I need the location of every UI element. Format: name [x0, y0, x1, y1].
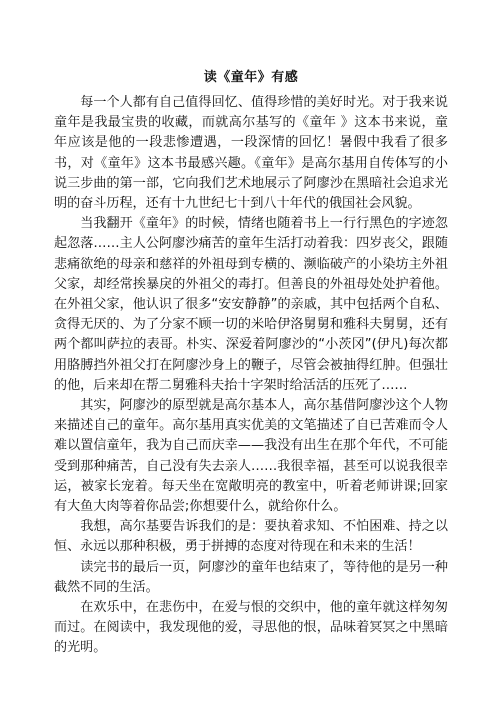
paragraph-ending: 读完书的最后一页，阿廖沙的童年也结束了，等待他的是另一种截然不同的生活。 [54, 559, 448, 595]
paragraph-lesson: 我想，高尔基要告诉我们的是：要执着求知、不怕困难、持之以恒、永远以那种积极，勇于拼搏的态度对待现在和未来的生活！ [54, 519, 448, 555]
paragraph-intro: 每一个人都有自己值得回忆、值得珍惜的美好时光。对于我来说童年是我最宝贵的收藏，而就高尔基写的《童年 》这本书来说，童年应该是他的一段悲惨遭遇，一段深情的回忆！暑假中我看了很多书，对《童年》这本书最感兴趣。《童年》是高尔基用自传体写的小说三步曲的第一部，它向我们艺术地展示了阿廖沙在黑暗社会追求光明的奋斗历程，还有十九世纪七十到八十年代的俄国社会风貌。 [54, 95, 448, 212]
paragraph-story: 当我翻开《童年》的时候，情绪也随着书上一行行黑色的字迹忽起忽落……主人公阿廖沙痛苦的童年生活打动着我：四岁丧父，跟随悲痛欲绝的母亲和慈祥的外祖母到专横的、濒临破产的小染坊主外祖父家，却经常挨暴戾的外祖父的毒打。但善良的外祖母处处护着他。在外祖父家，他认识了很多“安安静静”的亲戚，其中包括两个自私、贪得无厌的、为了分家不顾一切的米哈伊洛舅舅和雅科夫舅舅，还有两个都叫萨拉的表哥。朴实、深爱着阿廖沙的“小茨冈”(伊凡)每次都用胳膊挡外祖父打在阿廖沙身上的鞭子，尽管会被抽得红肿。但强壮的他，后来却在帮二舅雅科夫抬十字架时给活活的压死了…… [54, 216, 448, 393]
paragraph-reflection: 其实，阿廖沙的原型就是高尔基本人，高尔基借阿廖沙这个人物来描述自己的童年。高尔基用真实优美的文笔描述了自已苦难而令人难以置信童年，我为自己而庆幸——我没有出生在那个年代，不可能受到那种痛苦，自己没有失去亲人……我很幸福，甚至可以说我很幸运，被家长宠着。每天坐在宽敞明亮的教室中，听着老师讲课;回家有大鱼大肉等着你品尝;你想要什么，就给你什么。 [54, 398, 448, 515]
document-title: 读《童年》有感 [203, 70, 299, 85]
paragraph-conclusion: 在欢乐中，在悲伤中，在爱与恨的交织中，他的童年就这样匆匆而过。在阅读中，我发现他的爱，寻思他的恨，品味着冥冥之中黑暗的光明。 [54, 600, 448, 656]
